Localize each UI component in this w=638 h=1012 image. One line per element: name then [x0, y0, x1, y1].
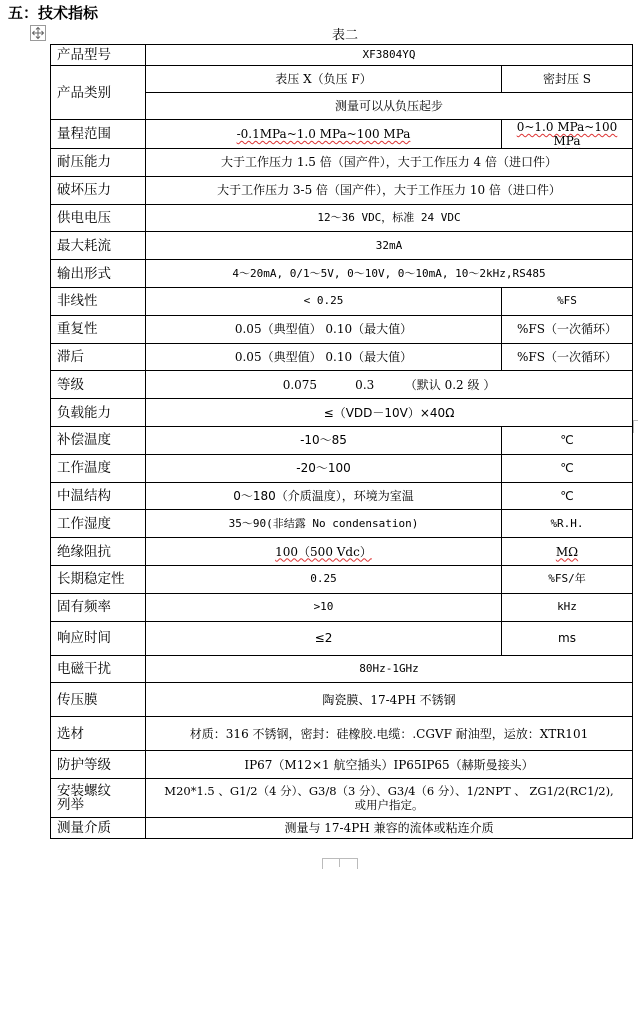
table-row — [51, 371, 633, 399]
row-label-supply: 供电电压 — [51, 204, 146, 232]
row-unit-insulation — [502, 538, 633, 566]
row-label-compensated-temp: 补偿温度 — [51, 426, 146, 454]
row-unit-stability: %FS/年 — [502, 565, 633, 593]
row-label-operating-temp: 工作温度 — [51, 454, 146, 482]
table-row — [51, 426, 633, 454]
table-row — [51, 399, 633, 427]
row-value-grade: 0.075 0.3 （默认 0.2 级 ） — [146, 371, 633, 399]
table-row — [51, 717, 633, 751]
row-label-current: 最大耗流 — [51, 232, 146, 260]
table-row — [51, 510, 633, 538]
table-row — [51, 176, 633, 204]
row-label-model: 产品型号 — [51, 45, 146, 66]
row-label-range: 量程范围 — [51, 120, 146, 149]
row-label-frequency: 固有频率 — [51, 593, 146, 621]
table-row — [51, 343, 633, 371]
row-unit-compensated-temp: ℃ — [502, 426, 633, 454]
table-row — [51, 655, 633, 683]
row-label-mid-temp: 中温结构 — [51, 482, 146, 510]
range-sealed — [502, 120, 633, 149]
row-label-materials: 选材 — [51, 717, 146, 751]
table-row — [51, 260, 633, 288]
row-value-insulation-text: 100（500 Vdc） — [275, 544, 372, 559]
table-row — [51, 66, 633, 93]
category-sealed: 密封压 S — [502, 66, 633, 93]
row-label-stability: 长期稳定性 — [51, 565, 146, 593]
row-label-repeatability: 重复性 — [51, 315, 146, 343]
row-value-hysteresis: 0.05（典型值） 0.10（最大值） — [146, 343, 502, 371]
row-label-threads — [51, 779, 146, 818]
row-value-output: 4～20mA, 0/1～5V, 0～10V, 0～10mA, 10～2kHz,RS485 — [146, 260, 633, 288]
row-value-burst: 大于工作压力 3-5 倍（国产件），大于工作压力 10 倍（进口件） — [146, 176, 633, 204]
row-label-diaphragm: 传压膜 — [51, 683, 146, 717]
row-value-model: XF3804YQ — [146, 45, 633, 66]
row-value-repeatability: 0.05（典型值） 0.10（最大值） — [146, 315, 502, 343]
row-value-mid-temp: 0～180（介质温度），环境为室温 — [146, 482, 502, 510]
row-value-threads-line1: M20*1.5 、G1/2（4 分）、G3/8（3 分）、G3/4（6 分）、1/2NPT 、 ZG1/2(RC1/2), — [164, 784, 614, 799]
row-label-response: 响应时间 — [51, 621, 146, 655]
row-value-threads — [146, 779, 633, 818]
row-value-threads-line2: 或用户指定。 — [354, 798, 424, 813]
row-label-load: 负载能力 — [51, 399, 146, 427]
row-label-grade: 等级 — [51, 371, 146, 399]
table-row — [51, 683, 633, 717]
row-value-compensated-temp: -10～85 — [146, 426, 502, 454]
row-label-medium: 测量介质 — [51, 818, 146, 839]
row-unit-insulation-text: MΩ — [555, 544, 579, 559]
table-row — [51, 818, 633, 839]
row-value-operating-temp: -20～100 — [146, 454, 502, 482]
table-row — [51, 593, 633, 621]
table-caption: 表二 — [331, 28, 358, 43]
range-gauge — [146, 120, 502, 149]
row-unit-humidity: %R.H. — [502, 510, 633, 538]
row-label-output: 输出形式 — [51, 260, 146, 288]
row-value-diaphragm: 陶瓷膜、17-4PH 不锈钢 — [146, 683, 633, 717]
row-label-hysteresis: 滞后 — [51, 343, 146, 371]
spec-table — [50, 44, 633, 839]
row-label-protection: 防护等级 — [51, 751, 146, 779]
row-unit-response: ms — [502, 621, 633, 655]
row-value-current: 32mA — [146, 232, 633, 260]
table-row — [51, 538, 633, 566]
row-unit-frequency: kHz — [502, 593, 633, 621]
section-heading: 五：技术指标 — [8, 4, 99, 22]
table-row — [51, 751, 633, 779]
row-label-threads-line2: 列举 — [57, 797, 84, 814]
row-unit-mid-temp: ℃ — [502, 482, 633, 510]
row-value-load: ≤（VDD－10V）×40Ω — [146, 399, 633, 427]
table-row — [51, 454, 633, 482]
row-value-nonlinearity: < 0.25 — [146, 287, 502, 315]
row-value-emi: 80Hz-1GHz — [146, 655, 633, 683]
table-row — [51, 204, 633, 232]
row-label-overload: 耐压能力 — [51, 149, 146, 177]
row-unit-hysteresis: %FS（一次循环） — [502, 343, 633, 371]
table-row — [51, 45, 633, 66]
row-value-protection: IP67（M12×1 航空插头）IP65IP65（赫斯曼接头） — [146, 751, 633, 779]
row-value-supply: 12～36 VDC，标准 24 VDC — [146, 204, 633, 232]
row-label-humidity: 工作湿度 — [51, 510, 146, 538]
table-row — [51, 621, 633, 655]
row-value-materials: 材质：316 不锈钢，密封：硅橡胶.电缆：.CGVF 耐油型，运放：XTR101 — [146, 717, 633, 751]
row-unit-operating-temp: ℃ — [502, 454, 633, 482]
row-label-emi: 电磁干扰 — [51, 655, 146, 683]
row-unit-repeatability: %FS（一次循环） — [502, 315, 633, 343]
row-label-category: 产品类别 — [51, 66, 146, 120]
range-sealed-text: 0~1.0 MPa~100 MPa — [516, 120, 618, 148]
table-row — [51, 315, 633, 343]
row-value-humidity: 35～90(非结露 No condensation) — [146, 510, 502, 538]
table-bottom-resize-marker[interactable] — [322, 858, 358, 869]
row-unit-nonlinearity: %FS — [502, 287, 633, 315]
table-row — [51, 232, 633, 260]
row-label-threads-line1: 安装螺纹 — [57, 783, 111, 800]
table-row — [51, 482, 633, 510]
row-value-frequency: >10 — [146, 593, 502, 621]
category-note: 测量可以从负压起步 — [146, 93, 633, 120]
row-label-burst: 破坏压力 — [51, 176, 146, 204]
table-row — [51, 120, 633, 149]
table-row — [51, 779, 633, 818]
table-row — [51, 149, 633, 177]
row-value-medium: 测量与 17-4PH 兼容的流体或粘连介质 — [146, 818, 633, 839]
table-row — [51, 565, 633, 593]
row-label-nonlinearity: 非线性 — [51, 287, 146, 315]
row-value-stability: 0.25 — [146, 565, 502, 593]
table-resize-marker[interactable] — [633, 420, 638, 433]
table-row — [51, 287, 633, 315]
category-gauge: 表压 X（负压 F） — [146, 66, 502, 93]
row-value-response: ≤2 — [146, 621, 502, 655]
range-gauge-text: -0.1MPa~1.0 MPa~100 MPa — [236, 127, 411, 141]
row-label-insulation: 绝缘阻抗 — [51, 538, 146, 566]
row-value-overload: 大于工作压力 1.5 倍（国产件），大于工作压力 4 倍（进口件） — [146, 149, 633, 177]
row-value-insulation — [146, 538, 502, 566]
